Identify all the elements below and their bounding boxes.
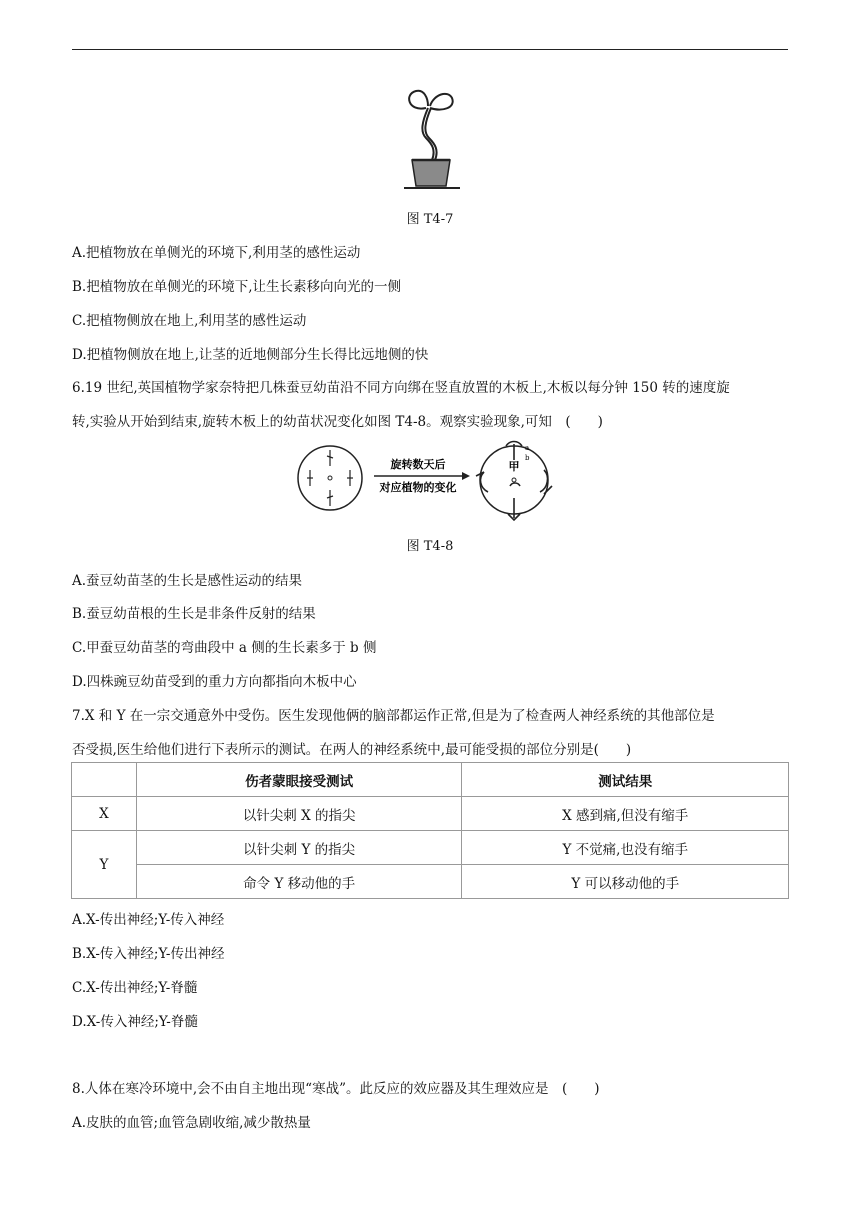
header-rule [72,49,788,50]
y-result2-cell: Y 可以移动他的手 [462,865,789,899]
q7-option-a: A.X-传出神经;Y-传入神经 [72,912,225,928]
table-row [72,797,789,831]
figure-caption-t4-7: 图 T4-7 [406,212,454,227]
x-test-cell: 以针尖刺 X 的指尖 [136,797,462,831]
figure-label-b: b [525,454,530,462]
rotating-board-figure [292,436,570,528]
row-label-x: X [72,797,137,831]
figure-label-jia: 甲 [508,460,520,473]
q5-option-b: B.把植物放在单侧光的环境下,让生长素移向向光的一侧 [72,279,402,295]
q6-option-a: A.蚕豆幼苗茎的生长是感性运动的结果 [72,573,303,589]
q5-option-d: D.把植物侧放在地上,让茎的近地侧部分生长得比远地侧的快 [72,347,429,363]
q7-option-c: C.X-传出神经;Y-脊髓 [72,980,198,996]
seedling-pot-figure [398,88,468,194]
q8-stem: 8.人体在寒冷环境中,会不由自主地出现“寒战”。此反应的效应器及其生理效应是 ( ) [72,1081,600,1097]
q6-option-c: C.甲蚕豆幼苗茎的弯曲段中 a 侧的生长素多于 b 侧 [72,640,377,656]
figure-label-a: a [525,444,530,452]
q6-stem-line1: 6.19 世纪,英国植物学家奈特把几株蚕豆幼苗沿不同方向绑在竖直放置的木板上,木板以每分钟 150 转的速度旋 [72,380,730,396]
table-header-test: 伤者蒙眼接受测试 [136,763,462,797]
table-row [72,831,789,865]
x-result-cell: X 感到痛,但没有缩手 [462,797,789,831]
q7-test-table [71,762,789,899]
q5-option-a: A.把植物放在单侧光的环境下,利用茎的感性运动 [72,245,361,261]
q7-option-d: D.X-传入神经;Y-脊髓 [72,1014,198,1030]
figure-arrow-bottom-label: 对应植物的变化 [379,481,457,494]
row-label-y: Y [72,831,137,899]
y-result1-cell: Y 不觉痛,也没有缩手 [462,831,789,865]
q7-stem-line2: 否受损,医生给他们进行下表所示的测试。在两人的神经系统中,最可能受损的部位分别是( ) [72,742,632,758]
y-test1-cell: 以针尖刺 Y 的指尖 [136,831,462,865]
q6-stem-line2: 转,实验从开始到结束,旋转木板上的幼苗状况变化如图 T4-8。观察实验现象,可知 ( ) [72,414,603,430]
q8-option-a: A.皮肤的血管;血管急剧收缩,减少散热量 [72,1115,311,1131]
q5-option-c: C.把植物侧放在地上,利用茎的感性运动 [72,313,307,329]
q6-option-b: B.蚕豆幼苗根的生长是非条件反射的结果 [72,606,316,622]
figure-caption-t4-8: 图 T4-8 [406,539,454,554]
q7-option-b: B.X-传入神经;Y-传出神经 [72,946,225,962]
q6-option-d: D.四株豌豆幼苗受到的重力方向都指向木板中心 [72,674,357,690]
table-header-empty [72,763,137,797]
figure-arrow-top-label: 旋转数天后 [390,458,446,471]
table-header-result: 测试结果 [462,763,789,797]
y-test2-cell: 命令 Y 移动他的手 [136,865,462,899]
q7-stem-line1: 7.X 和 Y 在一宗交通意外中受伤。医生发现他俩的脑部都运作正常,但是为了检查两人神经系统的其他部位是 [72,708,715,724]
table-row [72,865,789,899]
table-header-row [72,763,789,797]
